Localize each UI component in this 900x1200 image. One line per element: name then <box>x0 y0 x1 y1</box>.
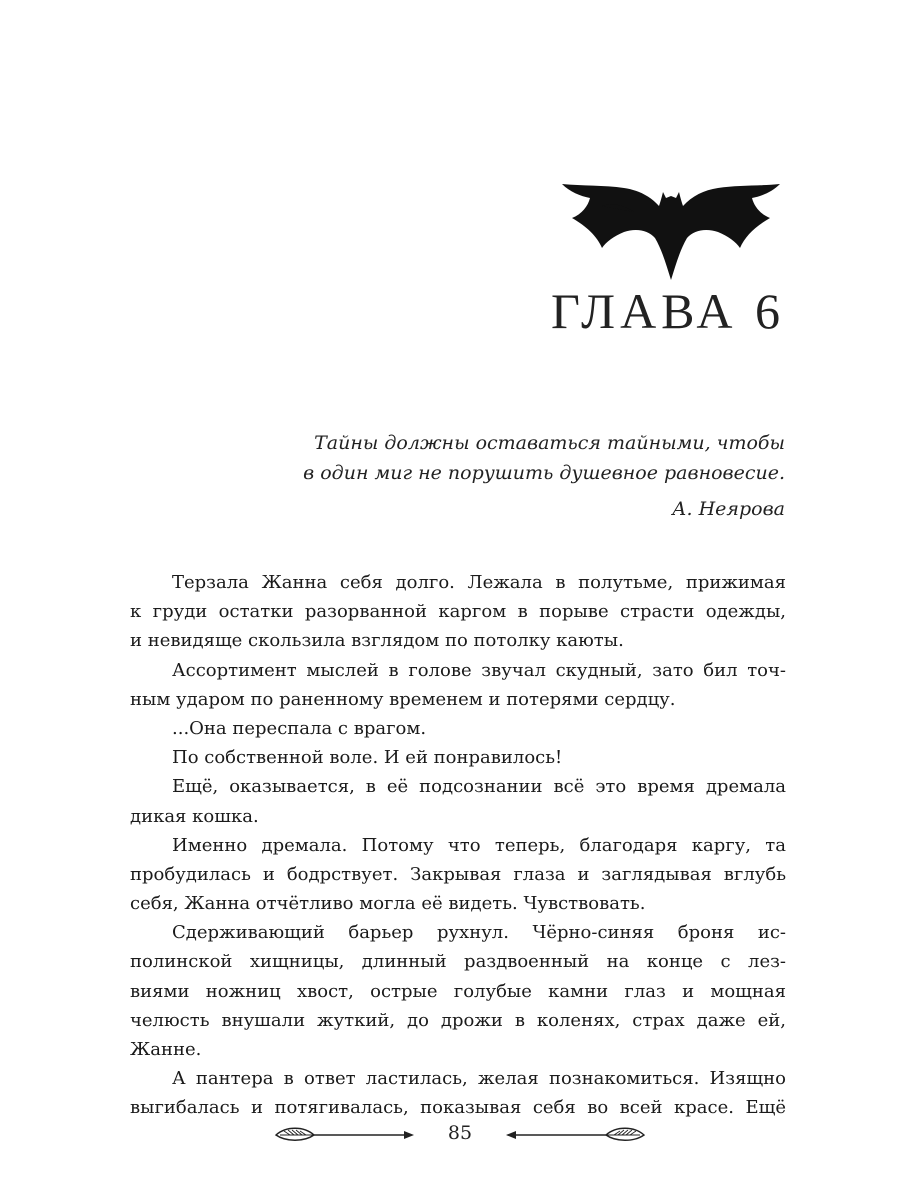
page-number: 85 <box>447 1122 473 1144</box>
text-line: выгибалась и потягивалась, показывая себя во всей красе. Ещё <box>130 1097 786 1119</box>
text-line: к груди остатки разорванной каргом в порыве страсти одежды, <box>130 601 786 623</box>
text-line: Жанне. <box>130 1039 202 1060</box>
text-line: Ещё, оказывается, в её подсознании всё это время дремала <box>172 776 786 798</box>
text-line: Ассортимент мыслей в голове звучал скудный, зато бил точ- <box>172 659 786 681</box>
epigraph-line: в один миг не порушить душевное равновесие. <box>303 462 785 484</box>
text-line: и невидяще скользила взглядом по потолку каюты. <box>130 630 624 652</box>
epigraph-line: Тайны должны оставаться тайными, чтобы <box>314 432 785 454</box>
page-footer <box>270 1120 650 1150</box>
text-line: А пантера в ответ ластилась, желая познакомиться. Изящно <box>172 1068 786 1090</box>
text-line: виями ножниц хвост, острые голубые камни глаз и мощная <box>130 980 786 1002</box>
text-line: По собственной воле. И ей понравилось! <box>172 747 563 769</box>
text-line: пробудилась и бодрствует. Закрывая глаза и заглядывая вглубь <box>130 863 786 885</box>
text-line: себя, Жанна отчётливо могла её видеть. Чувствовать. <box>130 893 646 915</box>
text-line: ным ударом по раненному временем и потерями сердцу. <box>130 688 676 710</box>
body-text <box>130 568 786 1123</box>
epigraph <box>265 428 785 524</box>
text-line: дикая кошка. <box>130 805 259 827</box>
bat-icon <box>562 176 780 280</box>
feather-arrow-icon <box>500 1120 650 1150</box>
epigraph-author: А. Неярова <box>672 498 785 520</box>
text-line: ...Она переспала с врагом. <box>172 717 427 739</box>
text-line: полинской хищницы, длинный раздвоенный на конце с лез- <box>130 951 786 973</box>
text-line: Терзала Жанна себя долго. Лежала в полутьме, прижимая <box>172 572 786 593</box>
text-line: Именно дремала. Потому что теперь, благодаря каргу, та <box>172 834 786 856</box>
text-line: Сдерживающий барьер рухнул. Чёрно-синяя броня ис- <box>172 922 786 944</box>
text-line: челюсть внушали жуткий, до дрожи в коленях, страх даже ей, <box>130 1009 786 1031</box>
chapter-title: ГЛАВА 6 <box>551 283 785 339</box>
